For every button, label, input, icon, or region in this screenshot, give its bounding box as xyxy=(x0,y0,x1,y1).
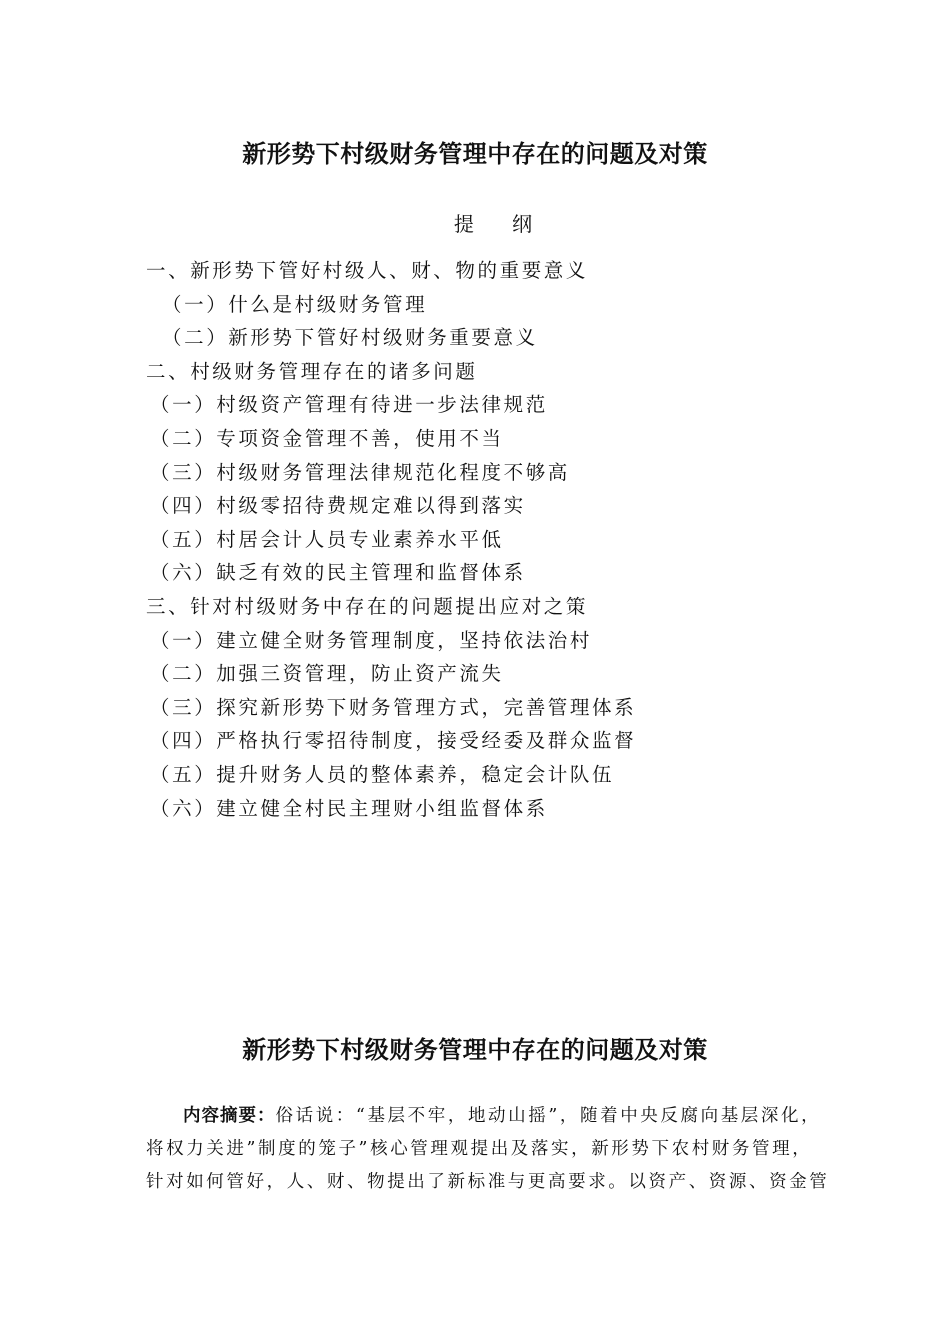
abstract-paragraph xyxy=(146,1100,836,1199)
document-title: 新形势下村级财务管理中存在的问题及对策 xyxy=(242,140,708,168)
abstract-line: 将权力关进”制度的笼子”核心管理观提出及落实，新形势下农村财务管理， xyxy=(146,1139,813,1159)
abstract-line: 针对如何管好，人、财、物提出了新标准与更高要求。以资产、资源、资金管 xyxy=(146,1172,830,1192)
outline-item: 一、新形势下管好村级人、财、物的重要意义 xyxy=(146,259,589,282)
outline-item: （二）加强三资管理，防止资产流失 xyxy=(150,662,504,686)
outline-item: （二）新形势下管好村级财务重要意义 xyxy=(162,326,538,350)
outline-item: （一）什么是村级财务管理 xyxy=(162,292,428,316)
outline-item: （六）缺乏有效的民主管理和监督体系 xyxy=(150,561,526,585)
outline-heading: 提 纲 xyxy=(453,212,549,236)
outline-item: （二）专项资金管理不善，使用不当 xyxy=(150,426,504,450)
outline-item: （一）村级资产管理有待进一步法律规范 xyxy=(150,393,548,417)
outline-item: （三）探究新形势下财务管理方式，完善管理体系 xyxy=(150,695,637,719)
outline-item: （六）建立健全村民主理财小组监督体系 xyxy=(150,796,548,820)
outline-item: 二、村级财务管理存在的诸多问题 xyxy=(146,359,478,383)
outline-item: （四）村级零招待费规定难以得到落实 xyxy=(150,494,526,518)
outline-item: 三、针对村级财务中存在的问题提出应对之策 xyxy=(146,594,589,618)
section-title: 新形势下村级财务管理中存在的问题及对策 xyxy=(242,1036,708,1064)
abstract-line xyxy=(146,1100,836,1133)
outline-item: （三）村级财务管理法律规范化程度不够高 xyxy=(150,460,570,484)
outline-item: （一）建立健全财务管理制度，坚持依法治村 xyxy=(150,628,593,652)
outline-list xyxy=(146,254,846,825)
abstract-text: 俗话说：“基层不牢，地动山摇”，随着中央反腐向基层深化， xyxy=(275,1106,822,1126)
abstract-label: 内容摘要： xyxy=(183,1106,276,1126)
outline-item: （五）村居会计人员专业素养水平低 xyxy=(150,527,504,551)
outline-item: （五）提升财务人员的整体素养，稳定会计队伍 xyxy=(150,762,615,786)
outline-item: （四）严格执行零招待制度，接受经委及群众监督 xyxy=(150,729,637,753)
